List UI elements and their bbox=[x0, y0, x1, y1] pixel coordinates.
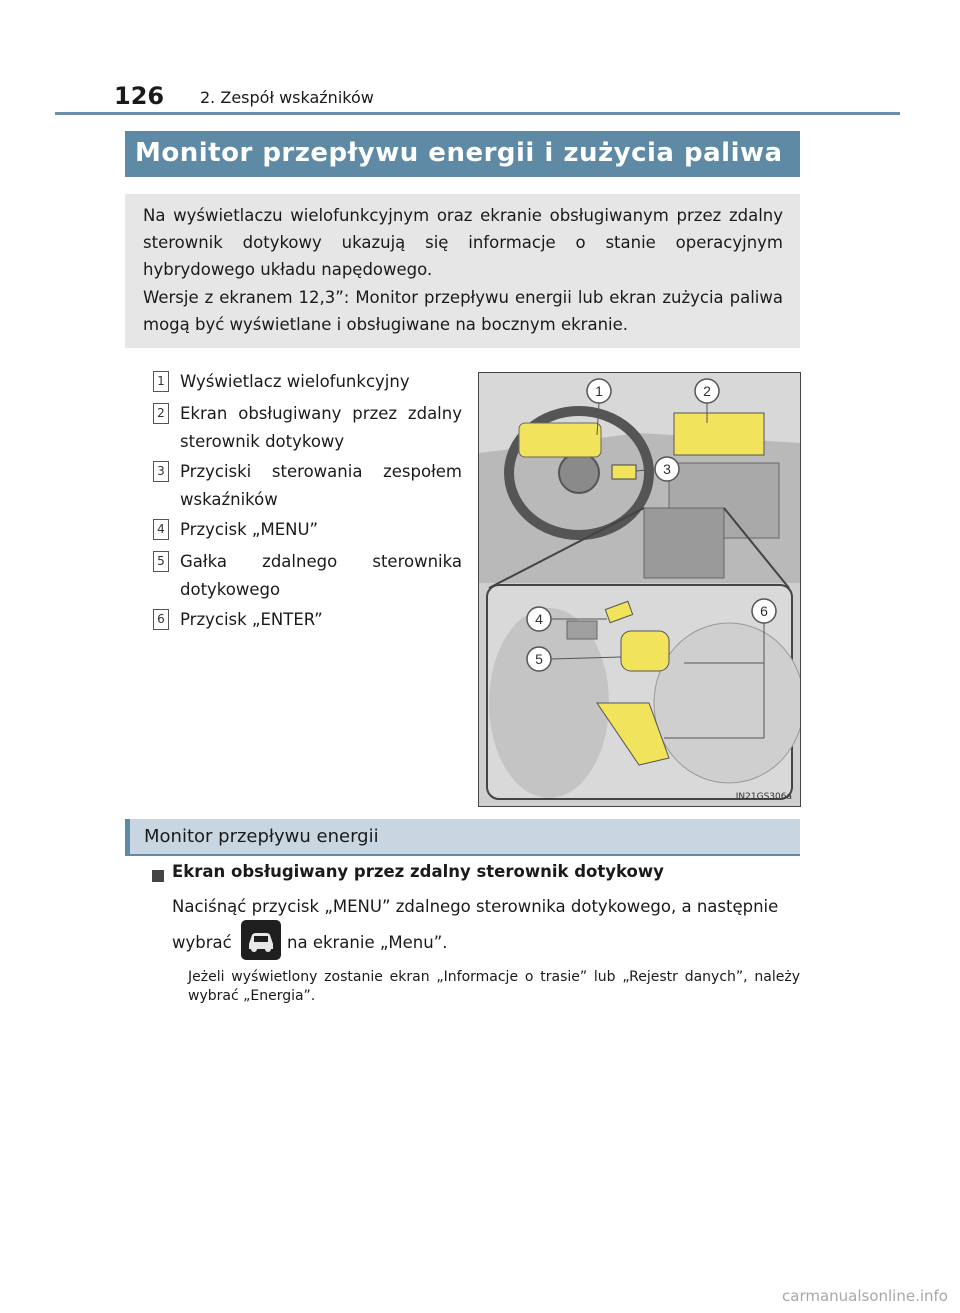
subsection-divider bbox=[125, 854, 800, 856]
legend-label: Przycisk „ENTER” bbox=[180, 610, 323, 629]
center-display bbox=[674, 413, 764, 455]
intro-paragraph-1: Na wyświetlaczu wielofunkcyjnym oraz ekranie obsługiwanym przez zdalny sterownik dotykowy ukazują się informacje o stanie operacyjnym hybrydowego układu napędowego. bbox=[143, 206, 783, 279]
page-header bbox=[100, 80, 900, 110]
steering-hub bbox=[559, 453, 599, 493]
remote-touch-knob bbox=[621, 631, 669, 671]
legend-label: Ekran obsługiwany przez zdalny sterownik dotykowy bbox=[180, 404, 462, 451]
chapter-title: 2. Zespół wskaźników bbox=[200, 88, 374, 107]
instruction-line-1: Naciśnąć przycisk „MENU” zdalnego sterownika dotykowego, a następnie bbox=[172, 897, 779, 916]
legend-number: 3 bbox=[153, 461, 169, 482]
console-panel bbox=[567, 621, 597, 639]
instruction-line-2-start: wybrać bbox=[172, 933, 232, 952]
subsection-header bbox=[125, 819, 800, 855]
dashboard-illustration bbox=[479, 373, 800, 806]
footer-watermark: carmanualsonline.info bbox=[782, 1287, 948, 1305]
callout-3-label: 3 bbox=[663, 461, 671, 477]
callout-4-label: 4 bbox=[535, 611, 543, 627]
callout-6-label: 6 bbox=[760, 603, 768, 619]
legend-number: 5 bbox=[153, 551, 169, 572]
subsection-title: Monitor przepływu energii bbox=[144, 826, 379, 847]
legend-label: Gałka zdalnego sterownika dotykowego bbox=[180, 552, 462, 599]
page-title: Monitor przepływu energii i zużycia paliwa bbox=[135, 138, 783, 168]
bullet-heading: Ekran obsługiwany przez zdalny sterownik dotykowy bbox=[172, 862, 664, 881]
car-icon bbox=[241, 920, 281, 960]
callout-2-label: 2 bbox=[703, 383, 711, 399]
page-number: 126 bbox=[114, 82, 165, 110]
legend-number: 1 bbox=[153, 371, 169, 392]
legend-number: 6 bbox=[153, 609, 169, 630]
right-armrest bbox=[654, 623, 800, 783]
header-divider bbox=[55, 112, 900, 115]
multi-information-display bbox=[519, 423, 601, 457]
legend-number: 2 bbox=[153, 403, 169, 424]
console-zoom-source bbox=[644, 508, 724, 578]
callout-5-label: 5 bbox=[535, 651, 543, 667]
legend-number: 4 bbox=[153, 519, 169, 540]
figure-code: IN21GS306a bbox=[735, 792, 792, 802]
callout-1-label: 1 bbox=[595, 383, 603, 399]
legend-label: Przyciski sterowania zespołem wskaźników bbox=[180, 462, 462, 509]
square-bullet-icon bbox=[152, 870, 164, 882]
intro-paragraph-2: Wersje z ekranem 12,3”: Monitor przepływu energii lub ekran zużycia paliwa mogą być wyświetlane i obsługiwane na bocznym ekranie. bbox=[143, 288, 783, 334]
intro-box bbox=[125, 194, 800, 348]
instruction-note: Jeżeli wyświetlony zostanie ekran „Informacje o trasie” lub „Rejestr danych”, należy wybrać „Energia”. bbox=[188, 969, 800, 1004]
dashboard-figure bbox=[478, 372, 801, 807]
instruction-line-2-end: na ekranie „Menu”. bbox=[287, 933, 448, 952]
section-title-bar bbox=[125, 131, 800, 177]
legend-label: Wyświetlacz wielofunkcyjny bbox=[180, 372, 410, 391]
meter-control-switches bbox=[612, 465, 636, 479]
legend-label: Przycisk „MENU” bbox=[180, 520, 319, 539]
